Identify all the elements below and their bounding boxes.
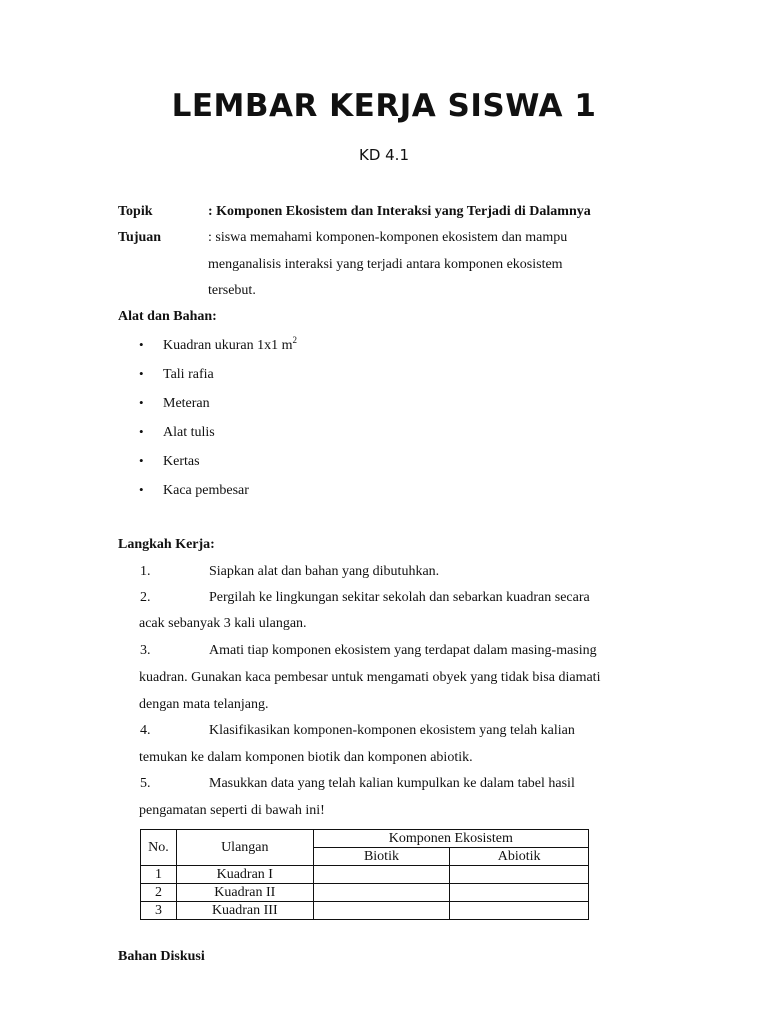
table-header-no: No. [141,830,177,866]
table-header-abiotik: Abiotik [450,848,589,866]
step-text: dengan mata telanjang. [139,697,269,712]
tujuan-line: menganalisis interaksi yang terjadi antara komponen ekosistem [208,257,563,272]
table-header-biotik: Biotik [313,848,450,866]
langkah-heading: Langkah Kerja: [118,537,215,552]
table-header-ulangan: Ulangan [176,830,313,866]
table-cell-ulangan: Kuadran III [176,902,313,920]
step-number: 2. [140,590,151,605]
step-number: 5. [140,776,151,791]
tujuan-line: tersebut. [208,283,256,298]
tujuan-line: : siswa memahami komponen-komponen ekosistem dan mampu [208,230,568,245]
tujuan-label: Tujuan [118,230,162,245]
page-title: LEMBAR KERJA SISWA 1 [171,88,597,124]
step-text: Masukkan data yang telah kalian kumpulkan ke dalam tabel hasil [209,776,575,791]
alat-item: Tali rafia [163,367,214,382]
topik-label: Topik [118,204,153,219]
table-cell-ulangan: Kuadran I [176,866,313,884]
alat-item: Kertas [163,454,200,469]
table-cell-no: 2 [141,884,177,902]
step-text: Pergilah ke lingkungan sekitar sekolah dan sebarkan kuadran secara [209,590,590,605]
page-subtitle: KD 4.1 [358,146,409,164]
alat-item: Alat tulis [163,425,215,440]
alat-heading: Alat dan Bahan: [118,309,217,324]
bullet-icon: • [139,424,144,439]
bullet-icon: • [139,395,144,410]
table-row [141,866,589,884]
table-row [141,884,589,902]
alat-item: Kuadran ukuran 1x1 $m^2$ [163,335,297,353]
step-number: 4. [140,723,151,738]
table-cell-abiotik [450,884,589,902]
table-cell-biotik [313,866,450,884]
table-cell-no: 1 [141,866,177,884]
step-text: kuadran. Gunakan kaca pembesar untuk mengamati obyek yang tidak bisa diamati [139,670,601,685]
table-cell-biotik [313,884,450,902]
step-number: 3. [140,643,151,658]
step-text: Siapkan alat dan bahan yang dibutuhkan. [209,564,440,579]
table-header-komponen: Komponen Ekosistem [313,830,588,848]
observation-table [140,829,589,920]
alat-item: Meteran [163,396,210,411]
step-text: temukan ke dalam komponen biotik dan komponen abiotik. [139,750,473,765]
bullet-icon: • [139,366,144,381]
topik-value: : Komponen Ekosistem dan Interaksi yang Terjadi di Dalamnya [208,204,591,219]
bahan-diskusi-heading: Bahan Diskusi [118,949,205,964]
table-cell-abiotik [450,866,589,884]
step-text: acak sebanyak 3 kali ulangan. [139,616,307,631]
table-cell-ulangan: Kuadran II [176,884,313,902]
bullet-icon: • [139,453,144,468]
step-text: Klasifikasikan komponen-komponen ekosistem yang telah kalian [209,723,575,738]
step-number: 1. [140,564,151,579]
table-row [141,902,589,920]
bullet-icon: • [139,482,144,497]
table-cell-biotik [313,902,450,920]
table-cell-no: 3 [141,902,177,920]
step-text: Amati tiap komponen ekosistem yang terdapat dalam masing-masing [209,643,597,658]
alat-item: Kaca pembesar [163,483,249,498]
step-text: pengamatan seperti di bawah ini! [139,803,325,818]
table-cell-abiotik [450,902,589,920]
bullet-icon: • [139,337,144,352]
